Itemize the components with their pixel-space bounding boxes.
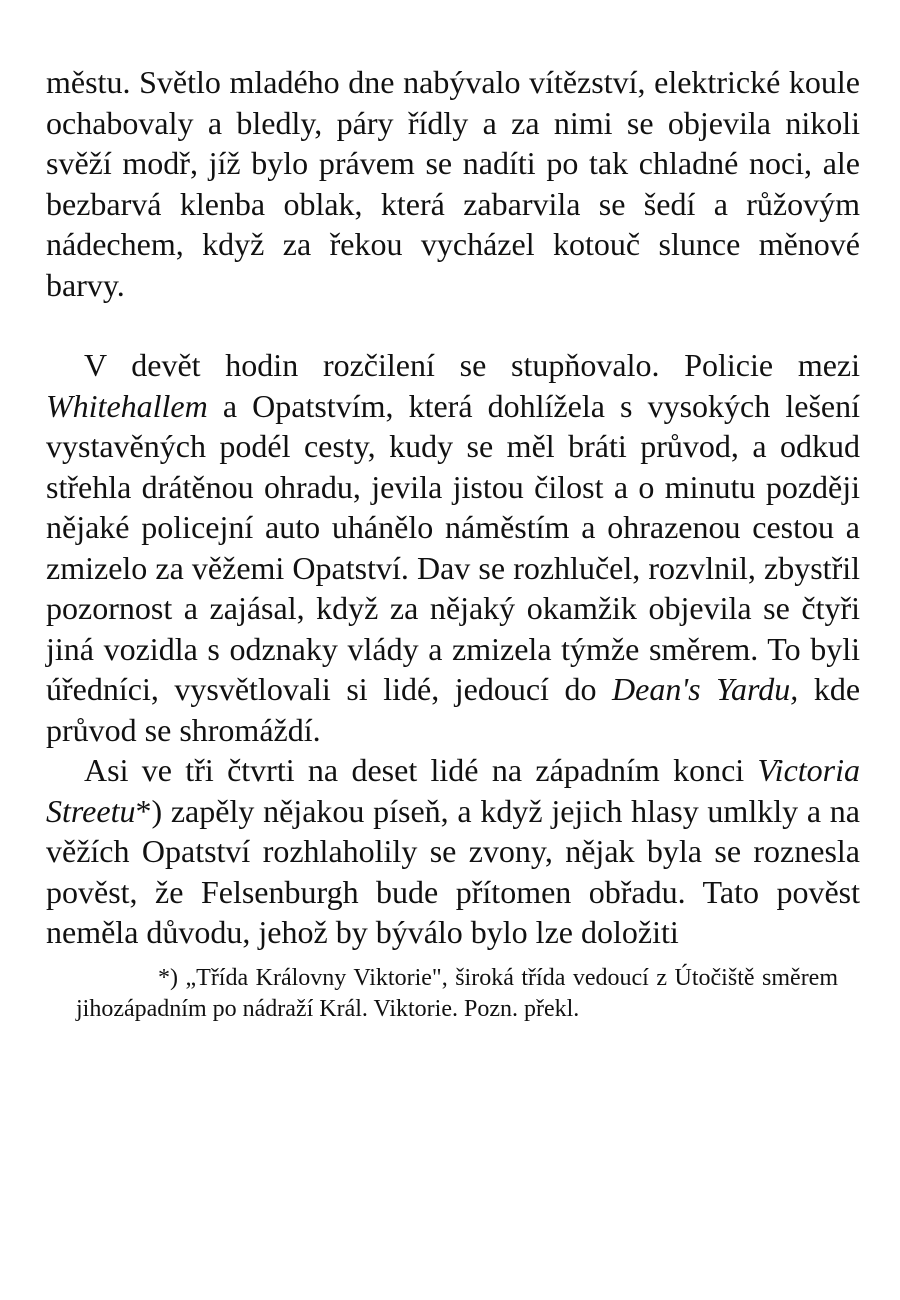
paragraph-2-text-c: kde průvod se shromáždí. xyxy=(46,671,861,748)
paragraph-3-italic-victoria-street: Victoria Streetu xyxy=(46,752,860,829)
footnote-text: *) „Třída Královny Viktorie", široká třída vedoucí z Útočiště směrem jihozápadním po nádraží Král. Viktorie. Pozn. překl. xyxy=(76,964,838,1022)
book-page xyxy=(46,62,860,1025)
paragraph-2-text-a: V devět hodin rozčilení se stupňovalo. Policie mezi xyxy=(84,347,860,383)
paragraph-3-text-a: Asi ve tři čtvrti na deset lidé na západním konci xyxy=(84,752,758,788)
paragraph-1 xyxy=(46,62,860,305)
footnote xyxy=(46,963,860,1025)
paragraph-1-text: městu. Světlo mladého dne nabývalo vítězství, elektrické koule ochabovaly a bledly, páry řídly a za nimi se objevila nikoli svěží modř, jíž bylo právem se nadíti po tak chladné noci, ale bezbarvá klenba oblak, která zabarvila se šedí a růžovým nádechem, když za řekou vycházel kotouč slunce měnové barvy. xyxy=(46,64,860,303)
paragraph-3 xyxy=(46,750,860,953)
paragraph-2-italic-deans-yard: Dean's Yardu, xyxy=(612,671,799,707)
paragraph-2-text-b: a Opatstvím, která dohlížela s vysokých lešení vystavěných podél cesty, kudy se měl bráti průvod, a odkud střehla drátěnou ohradu, jevila jistou čilost a o minutu později nějaké policejní auto uhánělo náměstím a ohrazenou cestou a zmizelo za věžemi Opatství. Dav se rozhlučel, rozvlnil, zbystřil pozornost a zajásal, když za nějaký okamžik objevila se čtyři jiná vozidla s odznaky vlády a zmizela týmže směrem. To byli úředníci, vysvětlovali si lidé, jedoucí do xyxy=(46,387,860,707)
paragraph-3-text-b: *) zapěly nějakou píseň, a když jejich hlasy umlkly a na věžích Opatství rozhlaholily se zvony, nějak byla se roznesla pověst, že Felsenburgh bude přítomen obřadu. Tato pověst neměla důvodu, jehož by býválo bylo lze doložiti xyxy=(46,792,860,950)
paragraph-2 xyxy=(46,345,860,750)
paragraph-2-italic-whitehall: Whitehallem xyxy=(46,387,208,424)
paragraph-gap xyxy=(46,305,860,345)
